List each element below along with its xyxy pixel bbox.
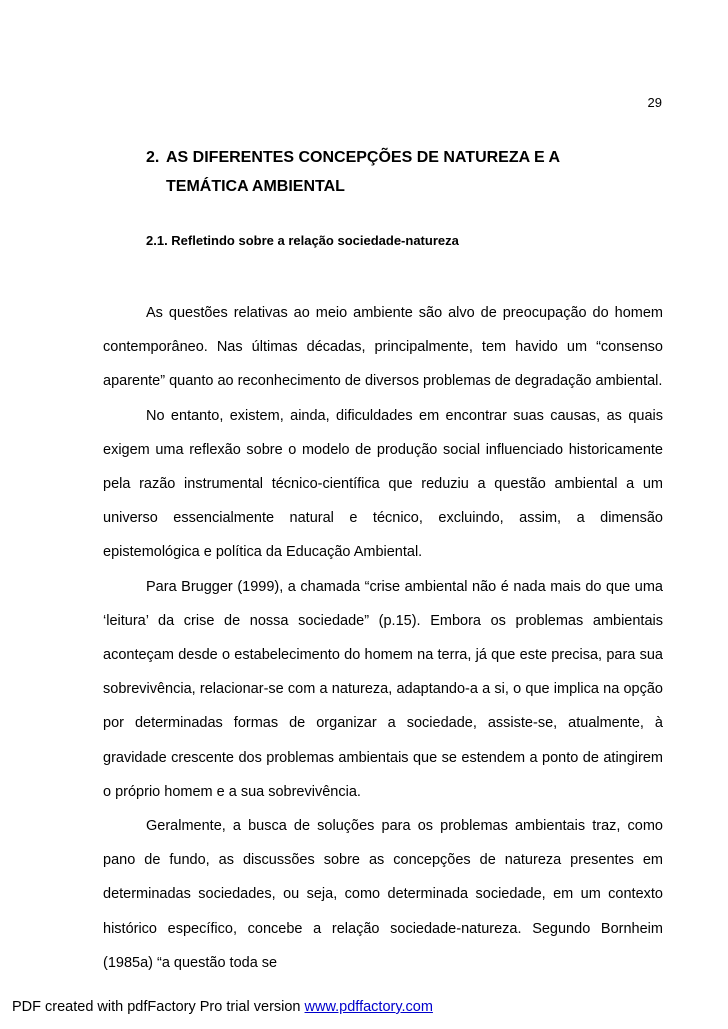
chapter-number: 2.	[146, 149, 160, 166]
footer-link[interactable]: www.pdffactory.com	[304, 999, 433, 1015]
chapter-heading-line-1	[146, 143, 560, 172]
paragraph: Geralmente, a busca de soluções para os problemas ambientais traz, como pano de fundo, as discussões sobre as concepções de natureza presentes em determinadas sociedades, ou seja, como determinada sociedade, em um contexto histórico específico, concebe a relação sociedade-natureza. Segundo Bornheim (1985a) “a questão toda se	[103, 818, 663, 971]
body-text	[103, 296, 663, 980]
section-heading: 2.1. Refletindo sobre a relação sociedade-natureza	[146, 233, 459, 248]
paragraph: Para Brugger (1999), a chamada “crise ambiental não é nada mais do que uma ‘leitura’ da crise de nossa sociedade” (p.15). Embora os problemas ambientais aconteçam desde o estabelecimento do homem na terra, já que este precisa, para sua sobrevivência, relacionar-se com a natureza, adaptando-a a si, o que implica na opção por determinadas formas de organizar a sociedade, assiste-se, atualmente, à gravidade crescente dos problemas ambientais que se estendem a ponto de atingirem o próprio homem e a sua sobrevivência.	[103, 578, 663, 800]
paragraph: No entanto, existem, ainda, dificuldades em encontrar suas causas, as quais exigem uma reflexão sobre o modelo de produção social influenciado historicamente pela razão instrumental técnico-científica que reduziu a questão ambiental a um universo essencialmente natural e técnico, excluindo, assim, a dimensão epistemológica e política da Educação Ambiental.	[103, 407, 663, 561]
chapter-heading	[146, 143, 560, 201]
chapter-title-line-2: TEMÁTICA AMBIENTAL	[166, 178, 345, 195]
page-number: 29	[647, 95, 662, 110]
footer-text: PDF created with pdfFactory Pro trial version	[12, 999, 305, 1015]
pdf-footer	[12, 999, 433, 1015]
chapter-title-line-1: AS DIFERENTES CONCEPÇÕES DE NATUREZA E A	[166, 149, 561, 166]
paragraph: As questões relativas ao meio ambiente são alvo de preocupação do homem contemporâneo. Nas últimas décadas, principalmente, tem havido um “consenso aparente” quanto ao reconhecimento de diversos problemas de degradação ambiental.	[103, 305, 663, 390]
